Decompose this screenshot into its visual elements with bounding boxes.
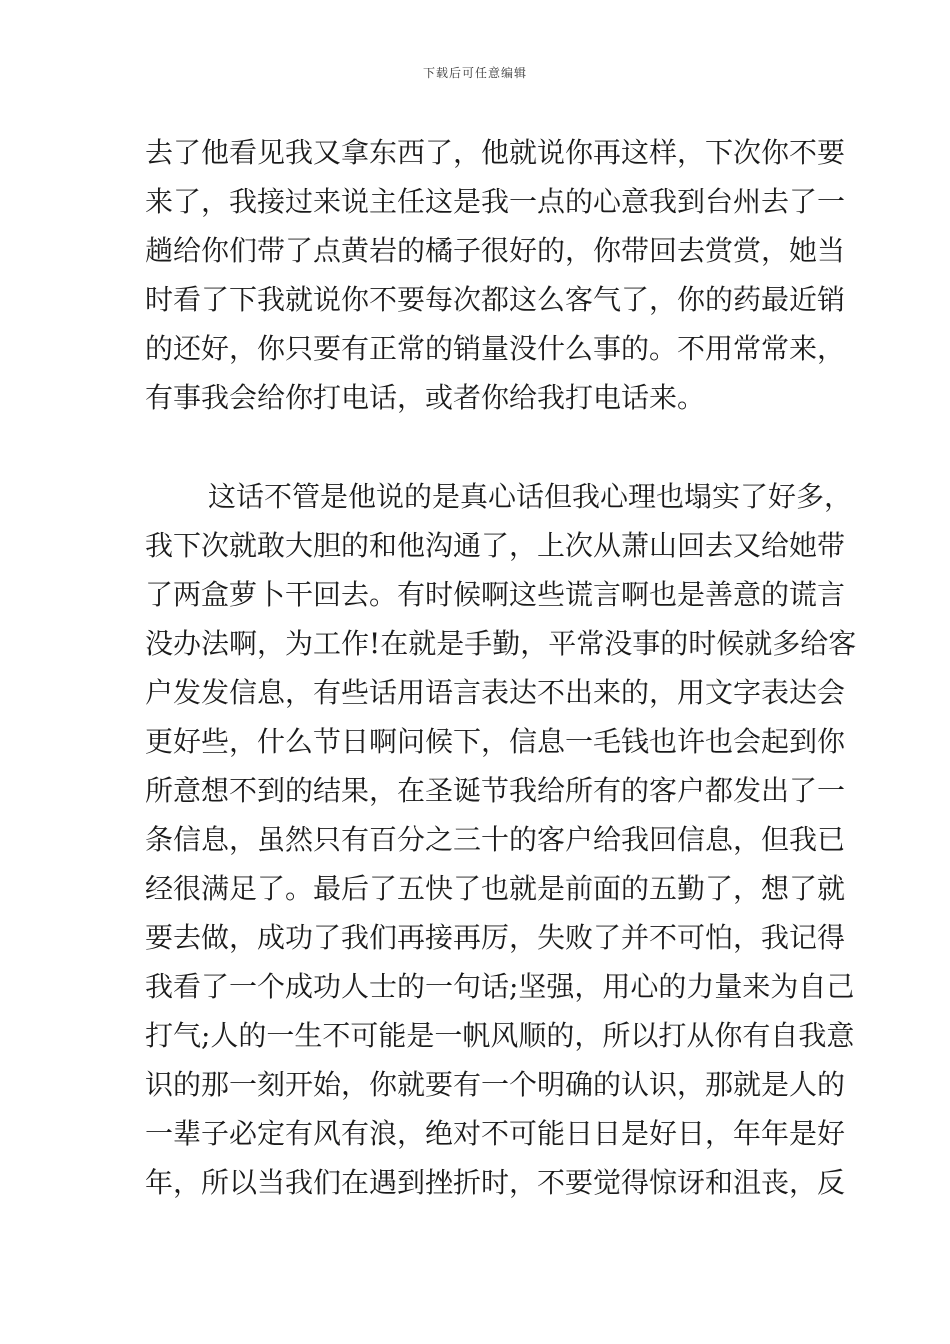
text-line: 有事我会给你打电话，或者你给我打电话来。: [145, 381, 706, 414]
text-line: 要去做，成功了我们再接再厉，失败了并不可怕，我记得: [145, 921, 846, 954]
text-line: 没办法啊，为工作!在就是手勤，平常没事的时候就多给客: [145, 627, 857, 660]
text-line: 更好些，什么节日啊问候下，信息一毛钱也许也会起到你: [145, 725, 846, 758]
text-line: 这话不管是他说的是真心话但我心理也塌实了好多，: [208, 480, 853, 513]
text-line: 时看了下我就说你不要每次都这么客气了，你的药最近销: [145, 283, 846, 316]
text-line: 一辈子必定有风有浪，绝对不可能日日是好日，年年是好: [145, 1117, 846, 1150]
paragraph-1: [145, 128, 846, 422]
text-line: 识的那一刻开始，你就要有一个明确的认识，那就是人的: [145, 1068, 846, 1101]
page-header: 下载后可任意编辑: [422, 66, 527, 80]
text-line: 经很满足了。最后了五快了也就是前面的五勤了，想了就: [145, 872, 846, 905]
text-line: 我下次就敢大胆的和他沟通了，上次从萧山回去又给她带: [145, 529, 846, 562]
text-line: 的还好，你只要有正常的销量没什么事的。不用常常来，: [145, 332, 846, 365]
text-line: 去了他看见我又拿东西了，他就说你再这样，下次你不要: [145, 136, 846, 169]
paragraph-spacer: [145, 422, 807, 472]
text-line: 打气;人的一生不可能是一帆风顺的，所以打从你有自我意: [145, 1019, 855, 1052]
text-line: 了两盒萝卜干回去。有时候啊这些谎言啊也是善意的谎言: [145, 578, 846, 611]
text-line: 年，所以当我们在遇到挫折时，不要觉得惊讶和沮丧，反: [145, 1166, 846, 1199]
text-line: 我看了一个成功人士的一句话;坚强，用心的力量来为自己: [145, 970, 855, 1003]
text-line: 所意想不到的结果，在圣诞节我给所有的客户都发出了一: [145, 774, 846, 807]
text-line: 来了，我接过来说主任这是我一点的心意我到台州去了一: [145, 185, 846, 218]
text-line: 户发发信息，有些话用语言表达不出来的，用文字表达会: [145, 676, 846, 709]
paragraph-2: [145, 472, 857, 1207]
text-line: 条信息，虽然只有百分之三十的客户给我回信息，但我已: [145, 823, 846, 856]
document-body: [145, 128, 857, 1207]
text-line: 趟给你们带了点黄岩的橘子很好的，你带回去赏赏，她当: [145, 234, 846, 267]
